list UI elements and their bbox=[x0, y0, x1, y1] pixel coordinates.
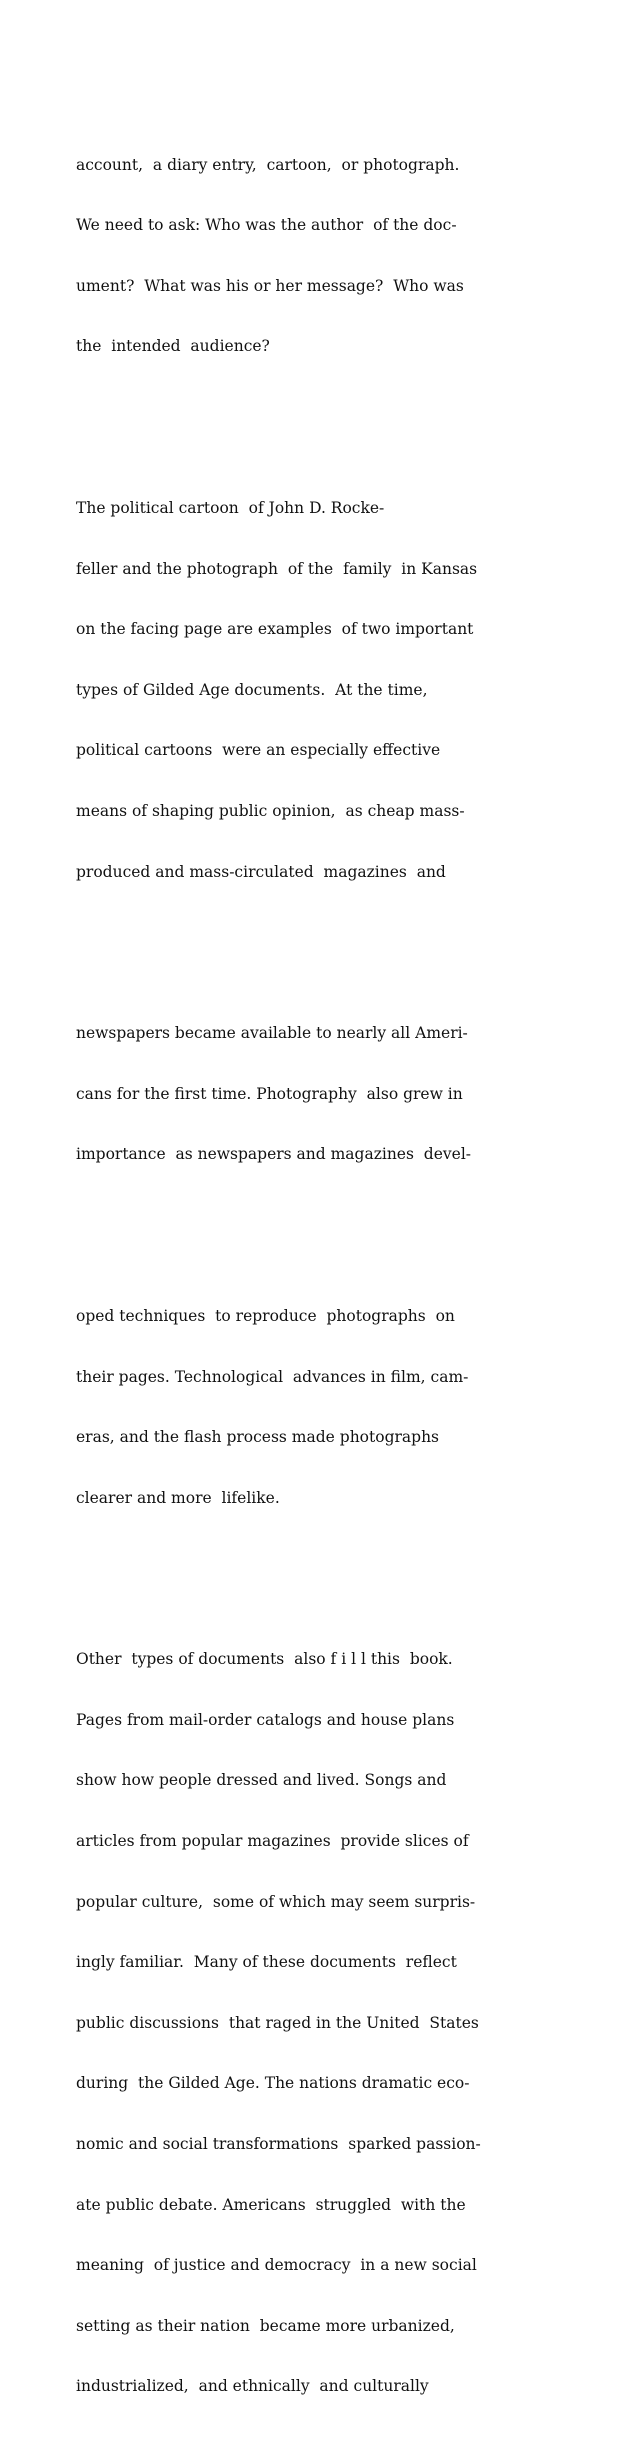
text-line: We need to ask: Who was the author of the doc- bbox=[76, 216, 457, 235]
text-line: The political cartoon of John D. Rocke- bbox=[76, 498, 385, 517]
paragraph-gap bbox=[76, 922, 596, 942]
text-line: feller and the photograph of the family in Kansas bbox=[76, 559, 478, 578]
text-line: types of Gilded Age documents. At the time, bbox=[76, 680, 428, 699]
text-line: importance as newspapers and magazines devel- bbox=[76, 1145, 472, 1164]
text-line: articles from popular magazines provide slices of bbox=[76, 1832, 469, 1851]
text-line: means of shaping public opinion, as cheap mass- bbox=[76, 801, 465, 820]
text-line: clearer and more lifelike. bbox=[76, 1488, 280, 1507]
text-line: ument? What was his or her message? Who was bbox=[76, 276, 464, 295]
text-line: cans for the first time. Photography also grew in bbox=[76, 1084, 463, 1103]
text-line: newspapers became available to nearly all Ameri- bbox=[76, 1024, 468, 1043]
text-line: meaning of justice and democracy in a new social bbox=[76, 2256, 477, 2275]
paragraph-gap bbox=[76, 397, 596, 417]
text-line: their pages. Technological advances in film, cam- bbox=[76, 1367, 469, 1386]
paragraph-gap bbox=[76, 1548, 596, 1568]
text-line: ingly familiar. Many of these documents reflect bbox=[76, 1953, 457, 1972]
text-line: on the facing page are examples of two important bbox=[76, 620, 474, 639]
text-line: during the Gilded Age. The nations dramatic eco- bbox=[76, 2074, 470, 2093]
text-line: political cartoons were an especially effective bbox=[76, 741, 441, 760]
text-line: eras, and the flash process made photographs bbox=[76, 1428, 440, 1447]
paragraph-gap bbox=[76, 1205, 596, 1225]
text-line: ate public debate. Americans struggled with the bbox=[76, 2195, 466, 2214]
text-line: oped techniques to reproduce photographs on bbox=[76, 1306, 455, 1325]
text-line: show how people dressed and lived. Songs and bbox=[76, 1771, 447, 1790]
text-line: Pages from mail-order catalogs and house plans bbox=[76, 1710, 455, 1729]
text-line: nomic and social transformations sparked passion- bbox=[76, 2135, 481, 2154]
text-line: industrialized, and ethnically and culturally bbox=[76, 2377, 429, 2396]
text-line: the intended audience? bbox=[76, 337, 270, 356]
text-line: Other types of documents also f i l l this book. bbox=[76, 1650, 453, 1669]
text-line: setting as their nation became more urbanized, bbox=[76, 2316, 455, 2335]
body-text bbox=[76, 94, 596, 2437]
text-line: account, a diary entry, cartoon, or photograph. bbox=[76, 155, 460, 174]
text-line: produced and mass-circulated magazines and bbox=[76, 862, 446, 881]
text-line: public discussions that raged in the United States bbox=[76, 2013, 479, 2032]
text-line: popular culture, some of which may seem surpris- bbox=[76, 1892, 476, 1911]
